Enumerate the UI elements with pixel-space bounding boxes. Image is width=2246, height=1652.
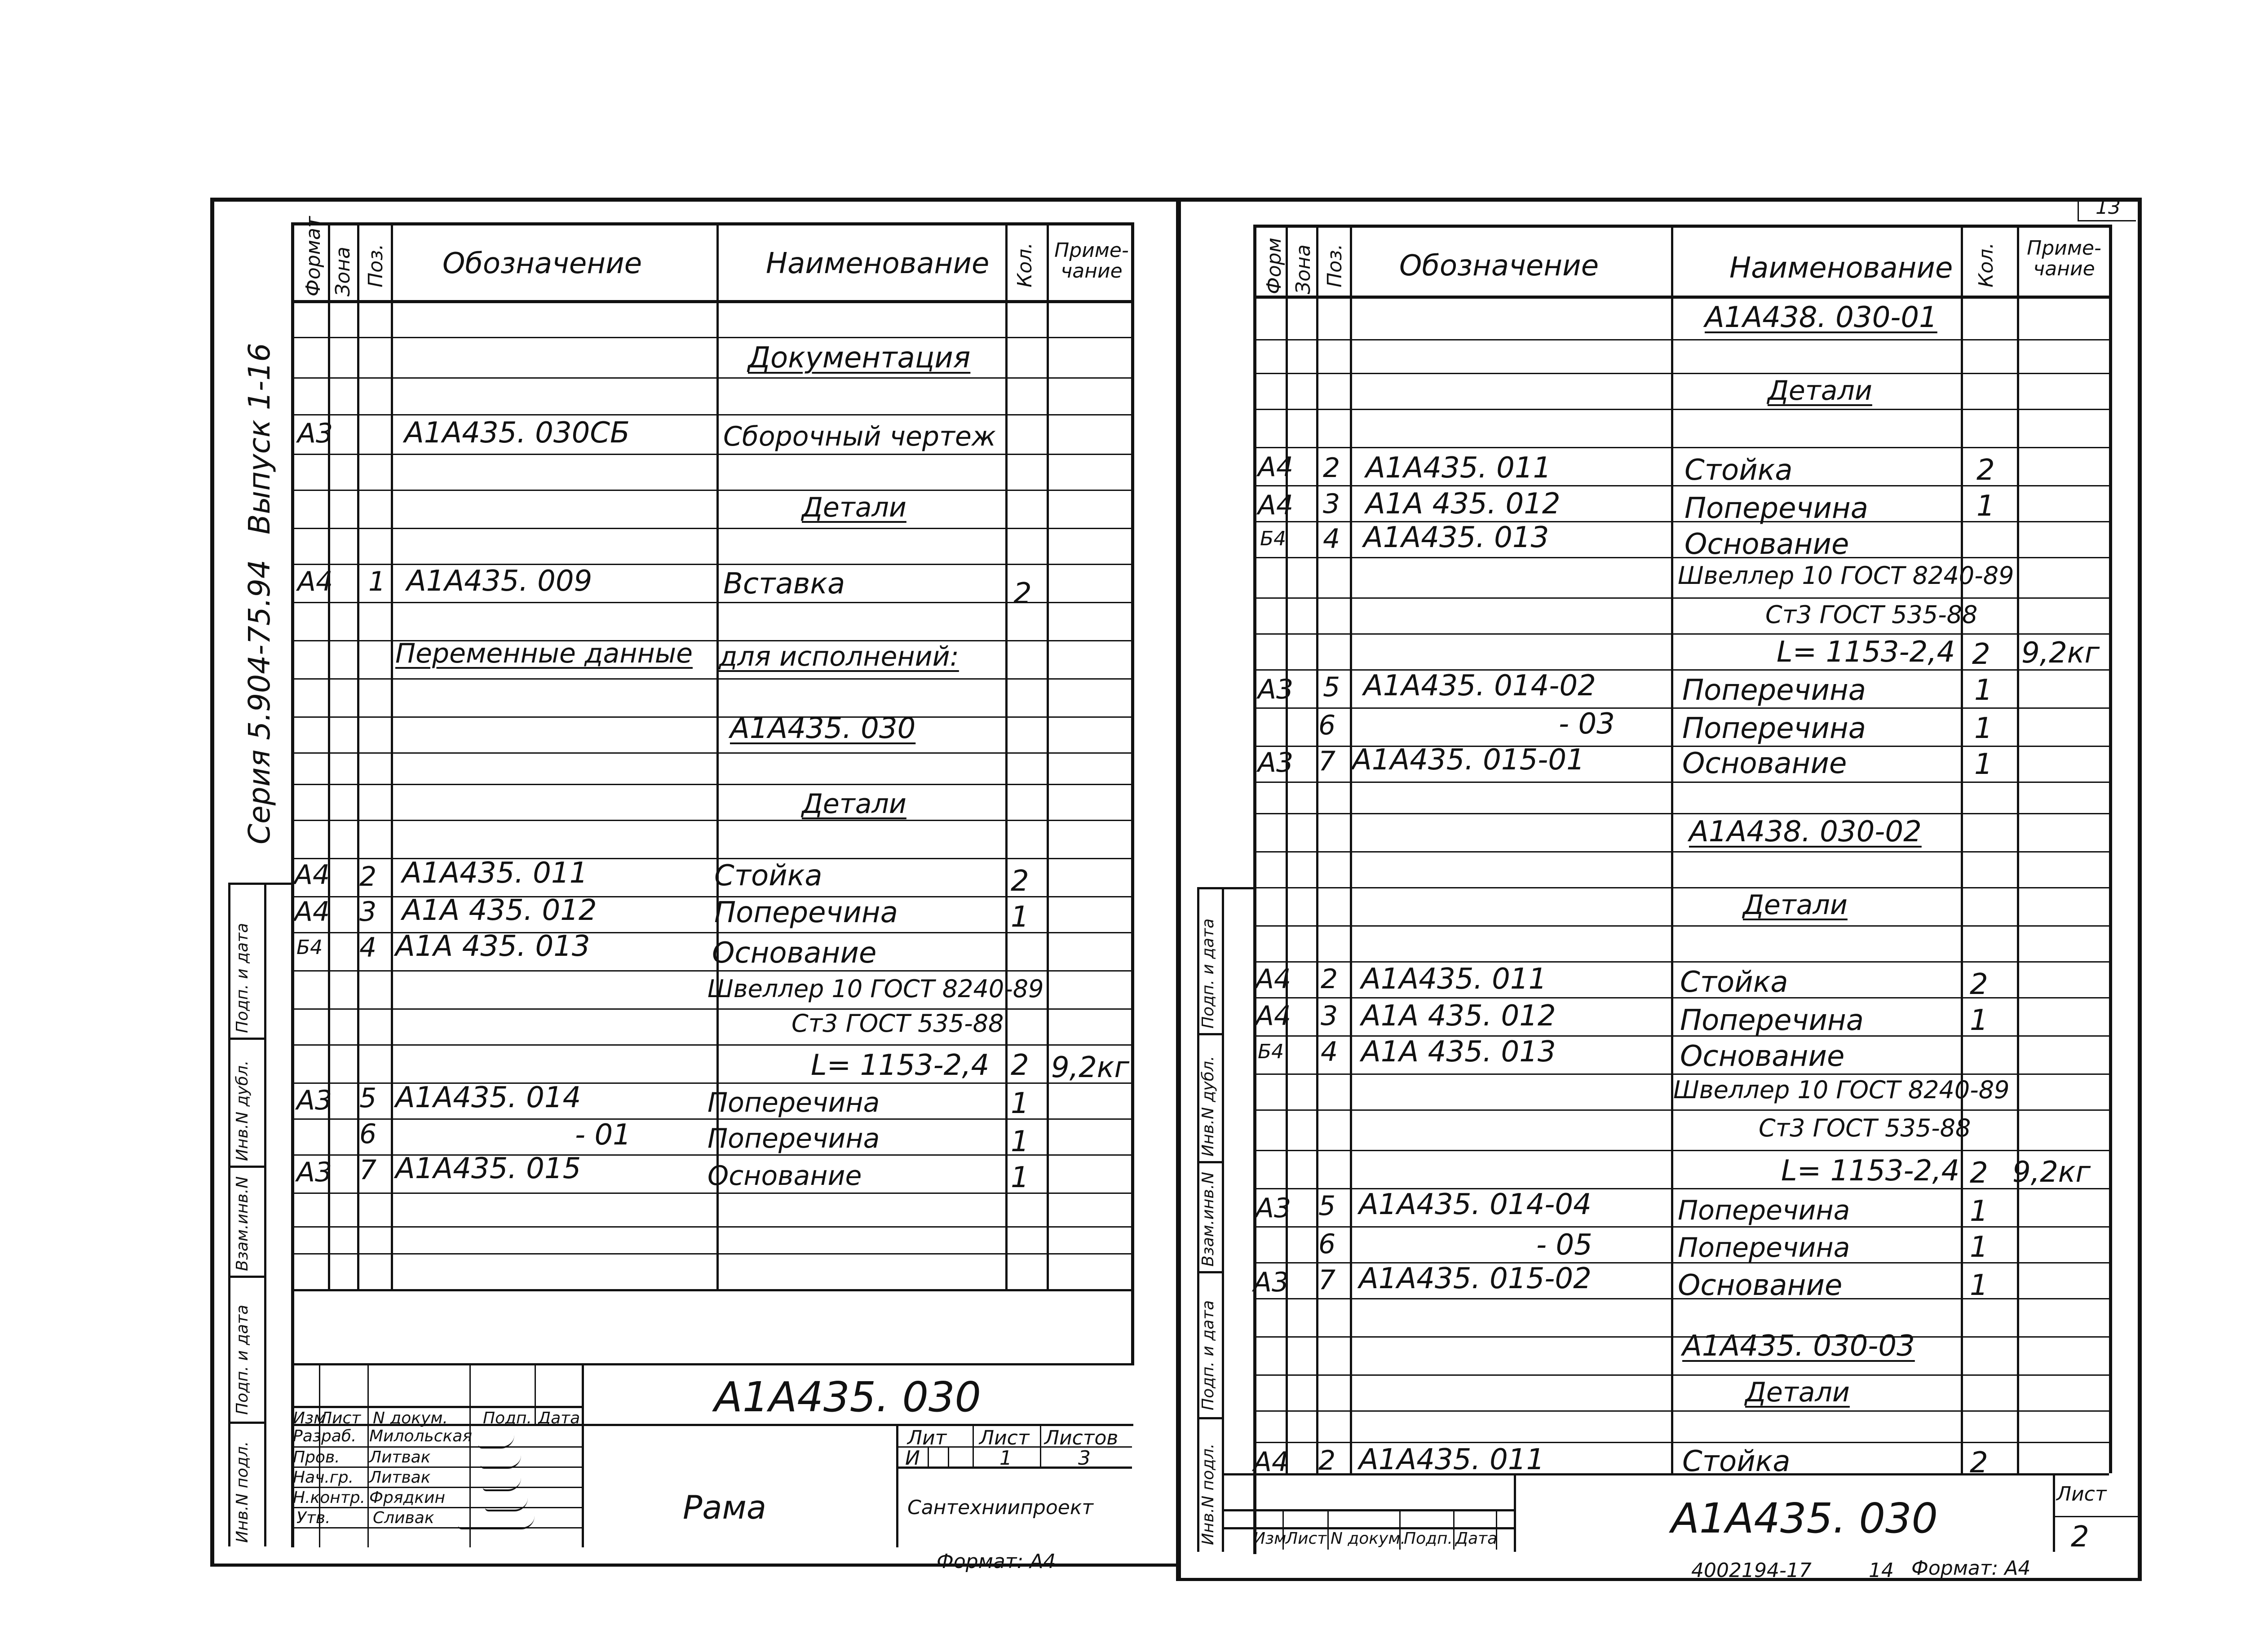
row-name: Основание — [1684, 528, 1849, 561]
row-format: А3 — [1258, 747, 1294, 778]
col-header-qty: Кол. — [1013, 242, 1036, 287]
tb-role: Н.контр. — [293, 1489, 366, 1507]
tb-sheet-label: Лист — [2056, 1483, 2107, 1506]
section-heading: Детали — [1768, 375, 1872, 406]
section-heading: Детали — [1745, 1377, 1850, 1408]
row-format: А4 — [297, 566, 333, 597]
row-designation: А1А435. 011 — [1359, 1443, 1545, 1476]
row-designation: - 05 — [1536, 1228, 1592, 1262]
row-qty: 2 — [1970, 1446, 1988, 1480]
row-designation: А1А 435. 012 — [1361, 999, 1556, 1033]
row-pos: 5 — [359, 1082, 377, 1114]
stamp-label: Подп. и дата — [1199, 918, 1217, 1029]
row-designation: - 01 — [575, 1118, 631, 1152]
tb-sheets-label: Листов — [1044, 1427, 1119, 1449]
row-designation: А1А435. 014-02 — [1363, 669, 1596, 702]
row-qty: 1 — [1970, 1004, 1988, 1037]
row-pos: 6 — [1318, 1228, 1336, 1260]
row-pos: 4 — [1323, 523, 1340, 555]
row-format: А4 — [294, 859, 330, 891]
row-name: Поперечина — [1678, 1232, 1850, 1263]
row-qty: 2 — [1970, 1157, 1988, 1190]
row-note: 9,2кг — [1051, 1051, 1130, 1084]
row-designation: А1А435. 014 — [395, 1081, 581, 1114]
tb-col: N докум. — [1331, 1529, 1406, 1548]
row-format: Б4 — [296, 936, 323, 959]
col-header-designation: Обозначение — [1399, 249, 1599, 283]
row-qty: 2 — [1013, 577, 1032, 610]
row-qty: 1 — [1974, 674, 1993, 707]
row-designation: А1А 435. 013 — [395, 930, 590, 963]
row-format: А4 — [1258, 451, 1294, 483]
tb-col: Подп. — [483, 1409, 532, 1427]
stamp-label: Инв.N дубл. — [1199, 1056, 1217, 1157]
tb-col: Дата — [538, 1409, 580, 1427]
variant-heading: А1А438. 030-02 — [1689, 815, 1922, 848]
tb-person: Фрядкин — [369, 1489, 446, 1507]
row-name: Поперечина — [1682, 674, 1866, 707]
stamp-label: Подп. и дата — [233, 923, 252, 1033]
row-pos: 3 — [1323, 488, 1340, 520]
signature — [458, 1516, 535, 1529]
row-pos: 3 — [359, 896, 377, 928]
tb-col: Лист — [1286, 1529, 1327, 1548]
row-designation: А1А435. 015 — [395, 1152, 581, 1185]
row-name: Основание — [712, 936, 877, 970]
side-issue: Выпуск 1-16 — [242, 343, 277, 534]
row-name: Швеллер 10 ГОСТ 8240-89 — [707, 975, 1044, 1003]
row-designation: А1А435. 011 — [1361, 963, 1547, 996]
row-designation: - 03 — [1559, 707, 1615, 741]
tb-sheet-label: Лист — [979, 1427, 1030, 1449]
variant-heading: А1А435. 030-03 — [1682, 1330, 1915, 1363]
row-qty: 1 — [1970, 1269, 1988, 1302]
variant-heading: А1А438. 030-01 — [1705, 301, 1937, 334]
col-header-zone: Зона — [1292, 244, 1315, 294]
row-name: Поперечина — [1678, 1195, 1850, 1226]
tb-role: Пров. — [293, 1448, 340, 1466]
archive-number: 4002194-17 — [1691, 1559, 1812, 1582]
row-format: А3 — [1256, 1193, 1291, 1224]
tb-col: N докум. — [373, 1409, 448, 1427]
doc-code: А1А435. 030 — [1671, 1494, 1938, 1542]
row-pos: 2 — [1318, 1445, 1336, 1476]
row-qty: 1 — [1974, 748, 1993, 781]
tb-sheet: 2 — [2071, 1520, 2089, 1554]
section-heading: Детали — [802, 492, 906, 523]
row-name: Ст3 ГОСТ 535-88 — [1759, 1114, 1971, 1142]
right-sheet — [1176, 198, 2142, 1581]
row-name: Ст3 ГОСТ 535-88 — [1765, 601, 1978, 629]
col-header-format: Формат — [302, 216, 325, 296]
row-name: Поперечина — [1684, 492, 1868, 525]
row-qty: 1 — [1011, 1125, 1029, 1158]
tb-org: Сантехниипроект — [907, 1496, 1094, 1519]
row-designation: Переменные данные — [395, 638, 693, 669]
row-pos: 7 — [359, 1154, 377, 1186]
tb-col: Изм — [293, 1409, 326, 1427]
doc-title: Рама — [683, 1489, 766, 1526]
col-header-name: Наименование — [1729, 252, 1953, 285]
row-qty: 1 — [1011, 1087, 1029, 1120]
col-header-note: Приме-чание — [2027, 237, 2101, 281]
row-format: А3 — [1258, 674, 1294, 705]
row-name: Стойка — [1682, 1445, 1791, 1478]
row-name: Основание — [1682, 747, 1847, 780]
row-name: Поперечина — [1680, 1004, 1864, 1037]
tb-person: Литвак — [369, 1468, 431, 1487]
row-qty: 2 — [1976, 454, 1995, 487]
col-header-name: Наименование — [766, 247, 990, 280]
left-sheet — [210, 198, 1176, 1567]
row-format: А4 — [1253, 1446, 1289, 1478]
row-qty: 1 — [1976, 490, 1995, 523]
row-designation: А1А435. 013 — [1363, 521, 1549, 554]
page-number: 13 — [2096, 196, 2121, 219]
row-designation: А1А435. 009 — [407, 565, 592, 598]
col-header-designation: Обозначение — [442, 247, 642, 280]
tb-lit: И — [905, 1447, 920, 1470]
row-name: L= 1153-2,4 — [1781, 1154, 1960, 1188]
col-header-pos: Поз. — [364, 243, 387, 287]
row-pos: 5 — [1318, 1190, 1336, 1222]
row-name: Поперечина — [707, 1087, 880, 1118]
row-qty: 1 — [1011, 1161, 1029, 1194]
section-heading: Документация — [748, 341, 971, 375]
signature — [485, 1498, 528, 1511]
row-name: Основание — [1678, 1269, 1843, 1302]
stamp-label: Инв.N дубл. — [233, 1060, 252, 1161]
row-designation: А1А435. 011 — [1366, 451, 1552, 485]
col-header-zone: Зона — [332, 247, 354, 296]
tb-role: Утв. — [296, 1509, 331, 1527]
row-name: для исполнений: — [719, 641, 959, 672]
format-label: Формат: А4 — [1911, 1557, 2031, 1580]
tb-person: Литвак — [369, 1448, 431, 1466]
tb-role: Разраб. — [293, 1427, 357, 1445]
row-format: А4 — [294, 896, 330, 928]
row-note: 9,2кг — [2021, 636, 2100, 670]
section-heading: Детали — [1743, 889, 1848, 921]
row-pos: 7 — [1318, 1264, 1336, 1296]
row-designation: А1А435. 014-04 — [1359, 1188, 1592, 1221]
section-heading: Детали — [802, 788, 906, 820]
col-header-note: Приме-чание — [1054, 239, 1129, 283]
stamp-label: Инв.N подл. — [1199, 1443, 1217, 1545]
stamp-label: Взам.инв.N — [1199, 1171, 1217, 1267]
row-name: Основание — [1680, 1040, 1845, 1073]
row-pos: 2 — [1323, 452, 1340, 484]
row-name: Поперечина — [707, 1123, 880, 1154]
row-designation: А1А435. 011 — [402, 857, 588, 890]
row-name: L= 1153-2,4 — [1777, 636, 1955, 669]
row-pos: 2 — [359, 861, 377, 892]
row-designation: А1А 435. 012 — [402, 894, 597, 927]
tb-person: Милольская — [369, 1427, 472, 1445]
row-name: Сборочный чертеж — [723, 421, 996, 452]
row-designation: А1А435. 015-01 — [1352, 743, 1585, 777]
row-qty: 1 — [1970, 1231, 1988, 1264]
row-name: Основание — [707, 1160, 862, 1192]
doc-code: А1А435. 030 — [714, 1373, 982, 1421]
tb-col: Изм — [1253, 1529, 1287, 1548]
row-format: А4 — [1256, 1000, 1291, 1032]
row-format: А3 — [296, 1085, 332, 1116]
row-pos: 2 — [1321, 963, 1338, 995]
row-pos: 5 — [1323, 671, 1340, 703]
row-format: А3 — [1253, 1267, 1289, 1298]
row-name: Вставка — [723, 567, 845, 601]
stamp-label: Инв.N подл. — [233, 1441, 252, 1543]
stamp-label: Взам.инв.N — [233, 1176, 252, 1271]
col-header-pos: Поз. — [1323, 243, 1346, 287]
format-label: Формат: А4 — [937, 1550, 1056, 1573]
variant-heading: А1А435. 030 — [730, 712, 916, 745]
row-pos: 4 — [359, 932, 377, 963]
row-name: Ст3 ГОСТ 535-88 — [791, 1009, 1004, 1038]
row-name: Швеллер 10 ГОСТ 8240-89 — [1678, 561, 2014, 590]
row-qty: 1 — [1011, 901, 1029, 934]
side-series: Серия 5.904-75.94 — [242, 560, 277, 844]
row-qty: 1 — [1970, 1195, 1988, 1228]
row-format: Б4 — [1258, 1040, 1284, 1063]
row-designation: А1А 435. 013 — [1361, 1035, 1556, 1069]
row-pos: 7 — [1318, 746, 1336, 777]
row-note: 9,2кг — [2012, 1156, 2091, 1189]
row-name: Стойка — [1684, 454, 1793, 487]
row-name: L= 1153-2,4 — [811, 1049, 990, 1082]
row-name: Стойка — [714, 859, 822, 892]
row-format: Б4 — [1260, 527, 1287, 550]
row-pos: 3 — [1321, 1000, 1338, 1032]
row-name: Поперечина — [1682, 712, 1866, 745]
row-pos: 6 — [359, 1118, 377, 1150]
row-pos: 1 — [368, 566, 386, 597]
row-name: Стойка — [1680, 966, 1788, 999]
tb-col: Лист — [320, 1409, 361, 1427]
row-designation: А1А435. 030СБ — [404, 416, 630, 450]
tb-sheet: 1 — [999, 1447, 1012, 1470]
tb-lit-label: Лит — [907, 1427, 947, 1449]
stamp-label: Подп. и дата — [1199, 1300, 1217, 1410]
row-designation: А1А435. 015-02 — [1359, 1262, 1592, 1295]
row-format: А4 — [1256, 963, 1291, 995]
row-pos: 6 — [1318, 710, 1336, 741]
col-header-qty: Кол. — [1975, 242, 1998, 287]
tb-sheets: 3 — [1078, 1447, 1091, 1470]
stamp-label: Подп. и дата — [233, 1304, 252, 1415]
tb-col: Дата — [1455, 1529, 1498, 1548]
row-qty: 2 — [1011, 865, 1029, 898]
row-name: Поперечина — [714, 896, 898, 929]
row-qty: 2 — [1970, 968, 1988, 1001]
archive-page: 14 — [1869, 1559, 1894, 1582]
row-format: А3 — [297, 418, 333, 449]
row-name: Швеллер 10 ГОСТ 8240-89 — [1673, 1076, 2010, 1104]
tb-col: Подп. — [1404, 1529, 1453, 1548]
row-format: А4 — [1258, 490, 1294, 521]
tb-person: Сливак — [373, 1509, 434, 1527]
row-designation: А1А 435. 012 — [1366, 487, 1561, 521]
row-qty: 2 — [1972, 638, 1990, 671]
row-format: А3 — [296, 1157, 332, 1188]
col-header-format: Форм — [1263, 238, 1286, 294]
row-pos: 4 — [1321, 1036, 1338, 1068]
tb-role: Нач.гр. — [293, 1468, 354, 1487]
row-qty: 1 — [1974, 712, 1993, 745]
row-qty: 2 — [1011, 1049, 1029, 1082]
